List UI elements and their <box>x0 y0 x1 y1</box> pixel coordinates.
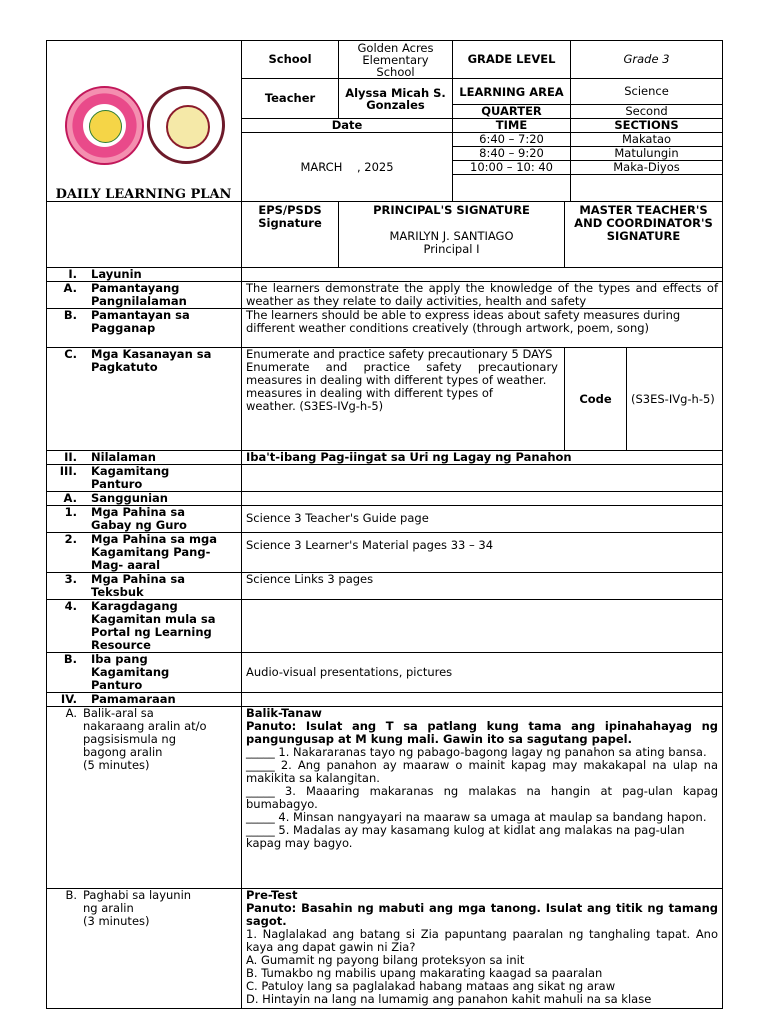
nilalaman-label: II. Nilalaman <box>47 451 242 465</box>
pamantayan-sa-pagganap-label: B. Pamantayan sa Pagganap <box>47 309 242 348</box>
balik-tanaw-item: _____ 4. Minsan nangyayari na maaraw sa umaga at maulap sa bandang hapon. <box>246 810 707 824</box>
learning-resource-portal-value <box>242 600 723 653</box>
teacher-value: Alyssa Micah S. Gonzales <box>339 79 453 119</box>
section-1: Makatao <box>571 133 723 147</box>
school-value: Golden Acres Elementary School <box>339 41 453 79</box>
empty-section-cell <box>571 175 723 202</box>
pamantayan-sa-pagganap-text: The learners should be able to express ideas about safety measures during different weather conditions creatively (through artwork, poem, song) <box>242 309 723 348</box>
kagamitang-panturo-empty <box>242 465 723 492</box>
gabay-ng-guro-label: 1. Mga Pahina sa Gabay ng Guro <box>47 506 242 533</box>
pamantayang-pangnilalaman-text: The learners demonstrate the apply the knowledge of the types and effects of weather as they relate to daily activities, health and safety <box>242 282 723 309</box>
teksbuk-label: 3. Mga Pahina sa Teksbuk <box>47 573 242 600</box>
date-label: Date <box>242 119 453 133</box>
kagamitang-pang-mag-aaral-value: Science 3 Learner's Material pages 33 – 34 <box>242 533 723 573</box>
time-slot-1: 6:40 – 7:20 <box>453 133 571 147</box>
signature-spacer <box>47 202 242 268</box>
principal-signature-label: PRINCIPAL'S SIGNATURE <box>373 203 530 217</box>
section-3: Maka-Diyos <box>571 161 723 175</box>
balik-tanaw-instruction: Panuto: Isulat ang T sa patlang kung tama ang ipinahahayag ng pangungusap at M kung mali. Gawin ito sa sagutang papel. <box>246 719 719 746</box>
code-label: Code <box>565 348 627 451</box>
balik-tanaw-item: _____ 5. Madalas ay may kasamang kulog at kidlat ang malakas na pag-ulan <box>246 823 685 837</box>
city-schools-seal-logo <box>147 86 225 164</box>
principal-name: MARILYN J. SANTIAGO <box>389 229 514 243</box>
pre-test-question-1: 1. Naglalakad ang batang si Zia papuntang paaralan ng tanghaling tapat. Ano kaya ang dapat gawin ni Zia? <box>246 927 719 954</box>
kagamitang-panturo-label: III. Kagamitang Panturo <box>47 465 242 492</box>
balik-tanaw-item-tail: kapag may bagyo. <box>246 836 353 850</box>
iba-pang-kagamitan-label: B. Iba pang Kagamitang Panturo <box>47 653 242 693</box>
teksbuk-value: Science Links 3 pages <box>242 573 723 600</box>
sections-label: SECTIONS <box>571 119 723 133</box>
school-seal-logo <box>65 86 144 165</box>
pre-test-choice: D. Hintayin na lang na lumamig ang panahon kahit mahuli na sa klase <box>246 992 652 1006</box>
time-slot-2: 8:40 – 9:20 <box>453 147 571 161</box>
mga-kasanayan-label: C. Mga Kasanayan sa Pagkatuto <box>47 348 242 451</box>
nilalaman-value: Iba't-ibang Pag-iingat sa Uri ng Lagay ng Panahon <box>242 451 723 465</box>
sanggunian-label: A. Sanggunian <box>47 492 242 506</box>
balik-tanaw-item: _____ 2. Ang panahon ay maaraw o mainit kapag may makakapal na ulap na makikita sa kalangitan. <box>246 758 719 785</box>
document-title: DAILY LEARNING PLAN <box>55 187 232 202</box>
pre-test-heading: Pre-Test <box>246 888 298 902</box>
dlp-table <box>46 40 723 1009</box>
pamamaraan-empty <box>242 693 723 707</box>
mga-kasanayan-text: Enumerate and practice safety precautionary 5 DAYS Enumerate and practice safety precautionary measures in dealing with different types of weather. measures in dealing with different types of weather. (S3ES-IVg-h-5) <box>242 348 565 451</box>
school-label: School <box>242 41 339 79</box>
learning-area-value: Science <box>571 79 723 105</box>
grade-level-label: GRADE LEVEL <box>453 41 571 79</box>
balik-tanaw-heading: Balik-Tanaw <box>246 706 322 720</box>
layunin-empty <box>242 268 723 282</box>
date-value: MARCH , 2025 <box>242 133 453 202</box>
pre-test-choice: A. Gumamit ng payong bilang proteksyon sa init <box>246 953 525 967</box>
grade-level-value: Grade 3 <box>571 41 723 79</box>
pre-test-choice: B. Tumakbo ng mabilis upang makarating kaagad sa paaralan <box>246 966 603 980</box>
kagamitang-pang-mag-aaral-label: 2. Mga Pahina sa mga Kagamitang Pang- Mag- aaral <box>47 533 242 573</box>
principal-signature-cell <box>339 202 565 268</box>
code-value: (S3ES-IVg-h-5) <box>627 348 723 451</box>
empty-time-cell <box>453 175 571 202</box>
iba-pang-kagamitan-value: Audio-visual presentations, pictures <box>242 653 723 693</box>
section-layunin-label: I. Layunin <box>47 268 242 282</box>
pre-test-content <box>242 889 723 1009</box>
teacher-label: Teacher <box>242 79 339 119</box>
learning-area-label: LEARNING AREA <box>453 79 571 105</box>
paghabi-label: B. Paghabi sa layunin ng aralin (3 minutes) <box>47 889 242 1009</box>
section-2: Matulungin <box>571 147 723 161</box>
balik-tanaw-content <box>242 707 723 889</box>
logo-title-cell <box>47 41 242 202</box>
sanggunian-empty <box>242 492 723 506</box>
time-label: TIME <box>453 119 571 133</box>
daily-learning-plan-document <box>46 40 722 1009</box>
balik-aral-label: A. Balik-aral sa nakaraang aralin at/o pagsisismula ng bagong aralin (5 minutes) <box>47 707 242 889</box>
quarter-value: Second <box>571 105 723 119</box>
pamantayang-pangnilalaman-label: A. Pamantayang Pangnilalaman <box>47 282 242 309</box>
principal-title: Principal I <box>423 242 480 256</box>
quarter-label: QUARTER <box>453 105 571 119</box>
pre-test-choice: C. Patuloy lang sa paglalakad habang mataas ang sikat ng araw <box>246 979 616 993</box>
balik-tanaw-item: _____ 3. Maaaring makaranas ng malakas na hangin at pag-ulan kapag bumabagyo. <box>246 784 719 811</box>
pre-test-instruction: Panuto: Basahin ng mabuti ang mga tanong. Isulat ang titik ng tamang sagot. <box>246 901 719 928</box>
master-teacher-signature-label: MASTER TEACHER'S AND COORDINATOR'S SIGNATURE <box>565 202 723 268</box>
time-slot-3: 10:00 – 10: 40 <box>453 161 571 175</box>
gabay-ng-guro-value: Science 3 Teacher's Guide page <box>242 506 723 533</box>
balik-tanaw-item: _____ 1. Nakararanas tayo ng pabago-bagong lagay ng panahon sa ating bansa. <box>246 745 707 759</box>
learning-resource-portal-label: 4. Karagdagang Kagamitan mula sa Portal ng Learning Resource <box>47 600 242 653</box>
eps-psds-signature-label: EPS/PSDS Signature <box>242 202 339 268</box>
pamamaraan-label: IV. Pamamaraan <box>47 693 242 707</box>
